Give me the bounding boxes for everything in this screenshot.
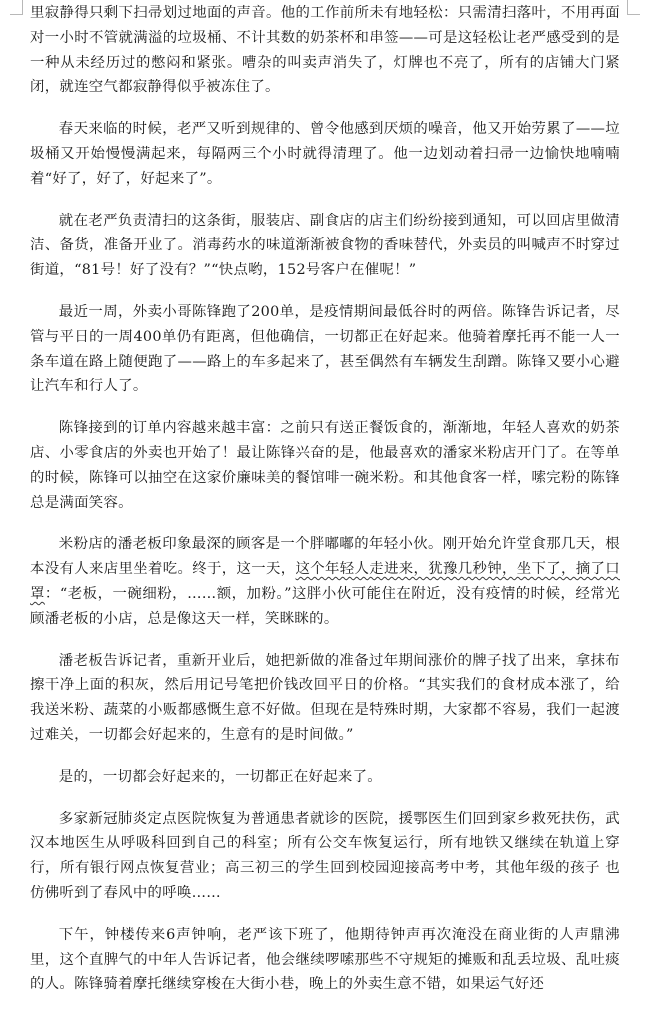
paragraph — [30, 532, 620, 631]
paragraph — [30, 416, 620, 515]
paragraph — [30, 923, 620, 997]
paragraph-text: 里寂静得只剩下扫帚划过地面的声音。他的工作前所未有地轻松：只需清扫落叶，不用再面对一小时不管就满溢的垃圾桶、不计其数的奶茶杯和串签——可是这轻松让老严感受到的是一种从未经历过的憋闷和紧张。嘈杂的叫卖声消失了，灯牌也不亮了，所有的店铺大门紧闭，就连空气都寂静得似乎被冻住了。 — [30, 5, 620, 96]
paragraph-text: 是的，一切都会好起来的，一切都正在好起来了。 — [58, 768, 382, 785]
paragraph — [30, 649, 620, 748]
paragraph-text: 下午，钟楼传来6声钟响，老严该下班了，他期待钟声再次淹没在商业街的人声鼎沸里，这个直脾气的中年人告诉记者，他会继续啰嗦那些不守规矩的摊贩和乱丢垃圾、乱吐痰的人。陈锋骑着摩托继续穿梭在大街小巷，晚上的外卖生意不错，如果运气好还 — [30, 926, 620, 993]
paragraph — [30, 807, 620, 906]
page-corner-mark-right — [627, 0, 640, 15]
paragraph — [30, 300, 620, 399]
paragraph — [30, 765, 620, 790]
paragraph-text: ：“老板，一碗细粉，……额，加粉。”这胖小伙可能住在附近，没有疫情的时候，经常光顾潘老板的小店，总是像这天一样，笑眯眯的。 — [30, 585, 620, 627]
paragraph-text: 米粉店的潘老板印象最深的顾客是一个胖嘟嘟的年轻小伙。刚开始允许堂食那几天，根本没有人来店里坐着吃。终于，这一天， — [30, 536, 620, 578]
paragraph — [30, 117, 620, 191]
wavy-underlined-text: 这个年轻人走进来，犹豫几秒钟，坐下了，摘了口罩 — [30, 561, 620, 602]
paragraph-text: 潘老板告诉记者，重新开业后，她把新做的准备过年期间涨价的牌子找了出来，拿抹布擦干净上面的积灰，然后用记号笔把价钱改回平日的价格。“其实我们的食材成本涨了，给我送米粉、蔬菜的小贩都感慨生意不好做。但现在是特殊时期，大家都不容易，我们一起渡过难关，一切都会好起来的，生意有的是时间做。” — [30, 652, 620, 743]
paragraph — [30, 209, 620, 283]
page-corner-mark-left — [10, 0, 23, 15]
paragraph-text: 就在老严负责清扫的这条街，服装店、副食店的店主们纷纷接到通知，可以回店里做清洁、备货，准备开业了。消毒药水的味道渐渐被食物的香味替代，外卖员的叫喊声不时穿过街道，“81号！好了没有？”“快点哟，152号客户在催呢！” — [30, 212, 620, 279]
paragraph-text: 陈锋接到的订单内容越来越丰富：之前只有送正餐饭食的，渐渐地，年轻人喜欢的奶茶店、小零食店的外卖也开始了！最让陈锋兴奋的是，他最喜欢的潘家米粉店开门了。在等单的时候，陈锋可以抽空在这家价廉味美的餐馆啡一碗米粉。和其他食客一样，嗦完粉的陈锋总是满面笑容。 — [30, 420, 620, 511]
paragraph-text: 最近一周，外卖小哥陈锋跑了200单，是疫情期间最低谷时的两倍。陈锋告诉记者，尽管与平日的一周400单仍有距离，但他确信，一切都正在好起来。他骑着摩托再不能一人一条车道在路上随便跑了——路上的车多起来了，甚至偶然有车辆发生刮蹭。陈锋又要小心避让汽车和行人了。 — [30, 303, 620, 395]
document-body — [30, 0, 620, 1014]
paragraph-text: 多家新冠肺炎定点医院恢复为普通患者就诊的医院，援鄂医生们回到家乡救死扶伤，武汉本地医生从呼吸科回到自己的科室；所有公交车恢复运行，所有地铁又继续在轨道上穿行，所有银行网点恢复营业；高三初三的学生回到校园迎接高考中考，其他年级的孩子 也仿佛听到了春风中的呼唤…… — [30, 810, 620, 901]
paragraph — [30, 1, 620, 100]
paragraph-text: 春天来临的时候，老严又听到规律的、曾令他感到厌烦的噪音，他又开始劳累了——垃圾桶又开始慢慢满起来，每隔两三个小时就得清理了。他一边划动着扫帚一边愉快地喃喃着“好了，好了，好起来了”。 — [30, 121, 620, 187]
